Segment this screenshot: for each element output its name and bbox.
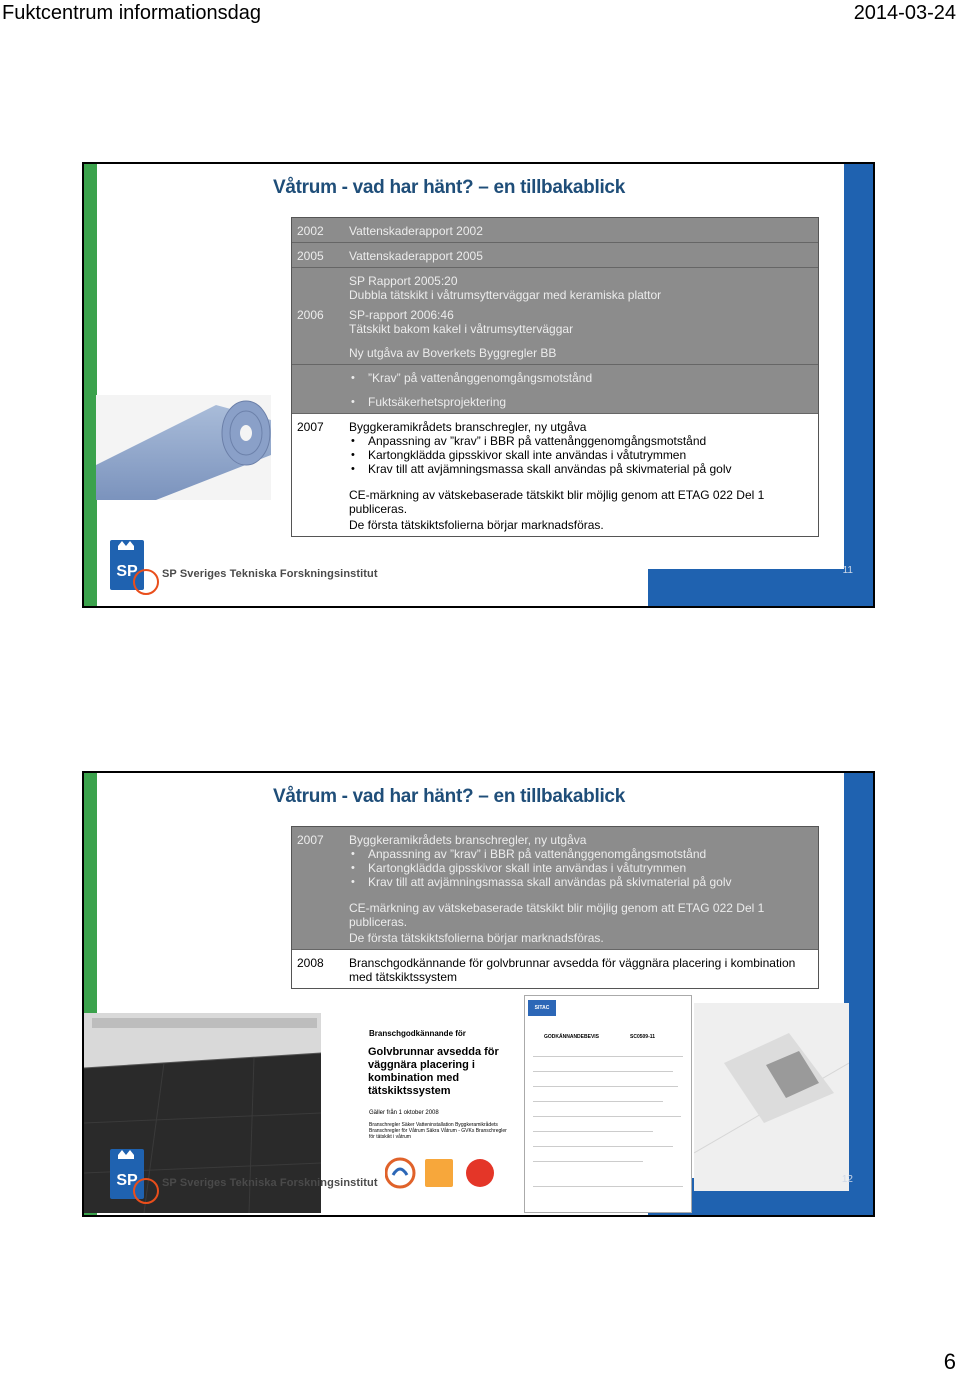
slide-number: 12: [841, 1174, 853, 1185]
sp-institute-name: SP Sveriges Tekniska Forskningsinstitut: [162, 568, 378, 580]
timeline-table: [291, 217, 819, 537]
svg-text:SP: SP: [116, 1172, 138, 1189]
slide-12: [82, 771, 875, 1217]
certificate-document: SITAC GODKÄNNANDEBEVIS SC0509-11: [524, 995, 692, 1213]
page-number: 6: [943, 1349, 956, 1374]
corner-drain-image: [694, 1003, 849, 1191]
slide-title: Våtrum - vad har hänt? – en tillbakablick: [273, 177, 625, 198]
table-row: 2006 SP-rapport 2006:46 Tätskikt bakom kakel i våtrumsytterväggar: [292, 302, 818, 340]
blue-footer-band: [648, 569, 844, 606]
approval-document: Branschgodkännande för Golvbrunnar avsedda för väggnära placering i kombination med tätskiktssystem Gäller från 1 oktober 2008 Branschregler Säker Vatteninstallation Byggkeramikrådets Branschregler för Våtrum Säkra Våtrum - GVKs Branschregler för tätskikt i våtrum: [329, 1013, 509, 1197]
blue-side-bar: [844, 164, 873, 606]
membrane-roll-image: [96, 395, 271, 500]
table-row: Ny utgåva av Boverkets Byggregler BB: [292, 340, 818, 365]
industry-logos: [385, 1153, 495, 1193]
table-row: 2005 Vattenskaderapport 2005: [292, 243, 818, 268]
svg-text:SP: SP: [116, 563, 138, 580]
sp-institute-name: SP Sveriges Tekniska Forskningsinstitut: [162, 1177, 378, 1189]
green-side-bar: [84, 164, 97, 606]
table-row: • ”Krav” på vattenånggenomgångsmotstånd • Fuktsäkerhetsprojektering: [292, 365, 818, 414]
table-row: 2007 Byggkeramikrådets branschregler, ny utgåva • Anpassning av ”krav” i BBR på vattenånggenomgångsmotstånd • Kartongklädda gipsskivor skall inte användas i våtutrymmen • Krav till att avjämningsmassa skall användas på skivmaterial på golv CE-märkning av vätskebaserade tätskikt blir möjlig genom att ETAG 022 Del 1 publiceras. De första tätskiktsfolierna börjar marknadsföras.: [292, 414, 818, 536]
sitac-logo: SITAC: [528, 1000, 556, 1016]
table-row: 2007 Byggkeramikrådets branschregler, ny utgåva • Anpassning av ”krav” i BBR på vattenånggenomgångsmotstånd • Kartongklädda gipsskivor skall inte användas i våtutrymmen • Krav till att avjämningsmassa skall användas på skivmaterial på golv CE-märkning av vätskebaserade tätskikt blir möjlig genom att ETAG 022 Del 1 publiceras. De första tätskiktsfolierna börjar marknadsföras.: [292, 827, 818, 950]
slide-number: 11: [842, 565, 853, 576]
sp-logo: [108, 536, 160, 596]
header-date: 2014-03-24: [853, 2, 956, 24]
slide-11: [82, 162, 875, 608]
table-row: 2008 Branschgodkännande för golvbrunnar avsedda för väggnära placering i kombination med tätskiktssystem: [292, 950, 818, 988]
header-title: Fuktcentrum informationsdag: [2, 2, 262, 24]
timeline-table: [291, 826, 819, 989]
table-row: 2002 Vattenskaderapport 2002: [292, 218, 818, 243]
table-row: SP Rapport 2005:20 Dubbla tätskikt i våtrumsytterväggar med keramiska plattor: [292, 268, 818, 306]
slide-title: Våtrum - vad har hänt? – en tillbakablick: [273, 786, 625, 807]
sp-logo: [108, 1145, 160, 1205]
